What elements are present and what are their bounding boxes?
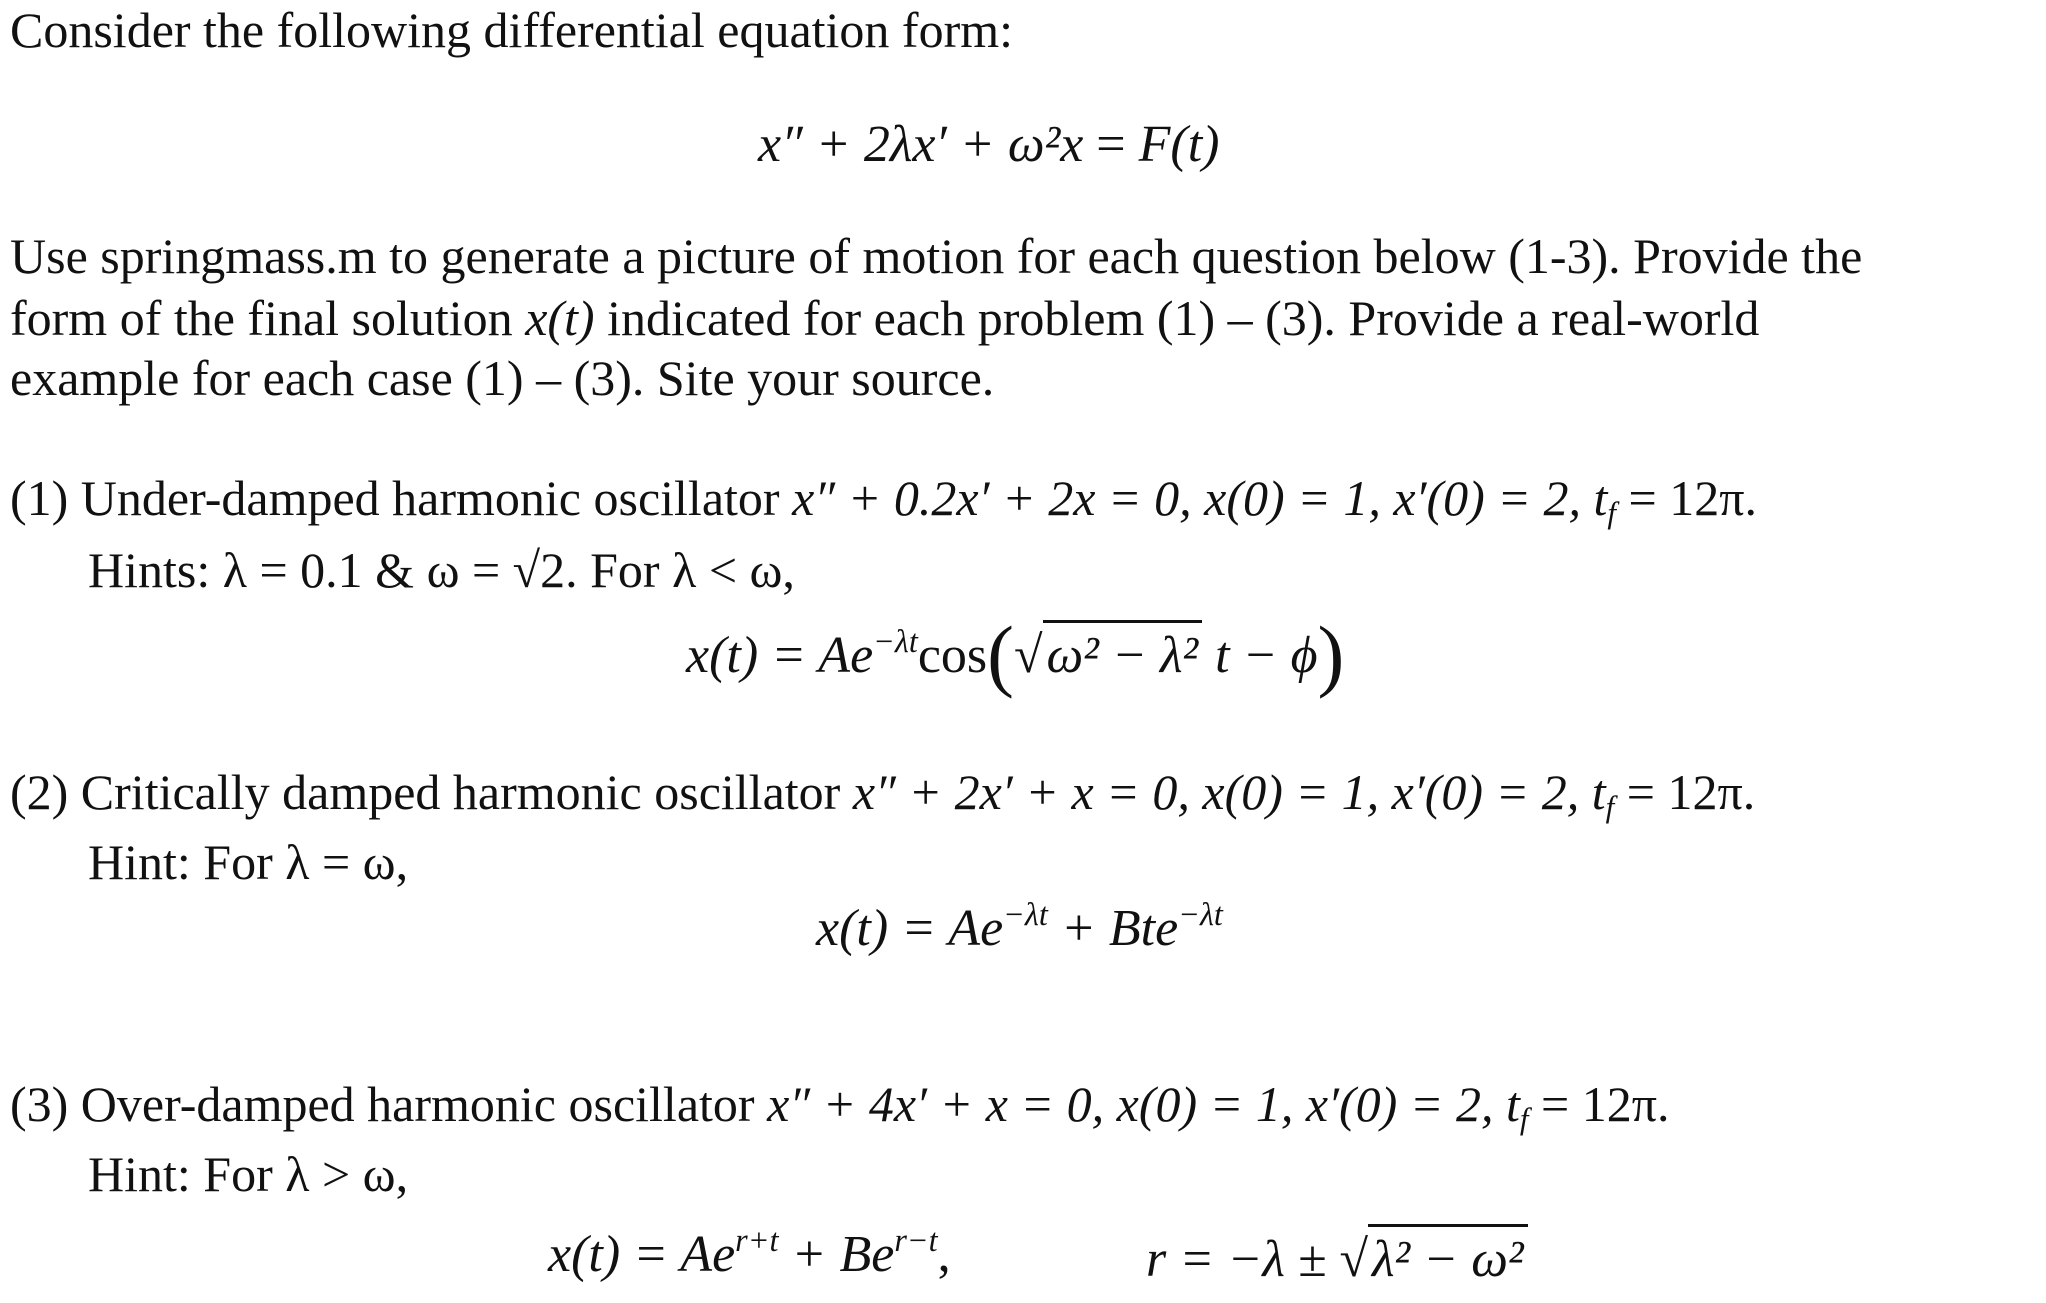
instructions-xt: x(t) (525, 290, 595, 346)
problem-1-hint: Hints: λ = 0.1 & ω = √2. For λ < ω, (88, 542, 795, 598)
instructions-line-2 (10, 288, 1759, 348)
intro-text: Consider the following differential equation form: (10, 2, 1014, 58)
problem-3-r-definition: r = −λ ± √λ² − ω² (1146, 1224, 1528, 1291)
instructions-line-2b: indicated for each problem (1) – (3). Provide a real-world (594, 290, 1760, 346)
problem-2-solution: $x(t) = Ae^{-\lambda t} + Bte^{-\lambda t}$ (816, 896, 1223, 957)
general-equation-lhs: x″ + 2λx′ + ω²x (758, 116, 1084, 173)
instructions-line-3: example for each case (1) – (3). Site your source. (10, 350, 995, 406)
problem-1-label: (1) Under-damped harmonic oscillator (10, 470, 780, 526)
problem-1-equation: x″ + 0.2x′ + 2x = 0, x(0) = 1, x′(0) = 2, $t_f = 12\pi$. (792, 470, 1757, 530)
problem-1-solution: $x(t) = Ae^{-\lambda t}\cos(√\omega^2 - \lambda^2$ t − ϕ) (686, 610, 1345, 700)
problem-2-hint: Hint: For λ = ω, (88, 834, 409, 890)
problem-3-solution: $x(t) = Ae^{r+t} + Be^{r-t}$, (548, 1222, 951, 1283)
problem-3-equation: x″ + 4x′ + x = 0, x(0) = 1, x′(0) = 2, $t_f = 12\pi$. (767, 1076, 1670, 1136)
general-equation: x″ + 2λx′ + ω²x = F(t) (758, 116, 1220, 173)
problem-3-label: (3) Over-damped harmonic oscillator (10, 1076, 755, 1132)
problem-2-equation: x″ + 2x′ + x = 0, x(0) = 1, x′(0) = 2, $t_f = 12\pi$. (852, 764, 1756, 824)
instructions-line-1: Use springmass.m to generate a picture of motion for each question below (1-3). Provide the (10, 228, 1863, 284)
instructions-line-2a: form of the final solution (10, 290, 526, 346)
problem-3-statement (10, 1074, 1670, 1134)
problem-3-hint: Hint: For λ > ω, (88, 1146, 409, 1202)
problem-2-label: (2) Critically damped harmonic oscillator (10, 764, 841, 820)
problem-2-statement (10, 762, 1755, 822)
problem-1-statement (10, 468, 1757, 528)
general-equation-rhs: F(t) (1138, 116, 1220, 173)
